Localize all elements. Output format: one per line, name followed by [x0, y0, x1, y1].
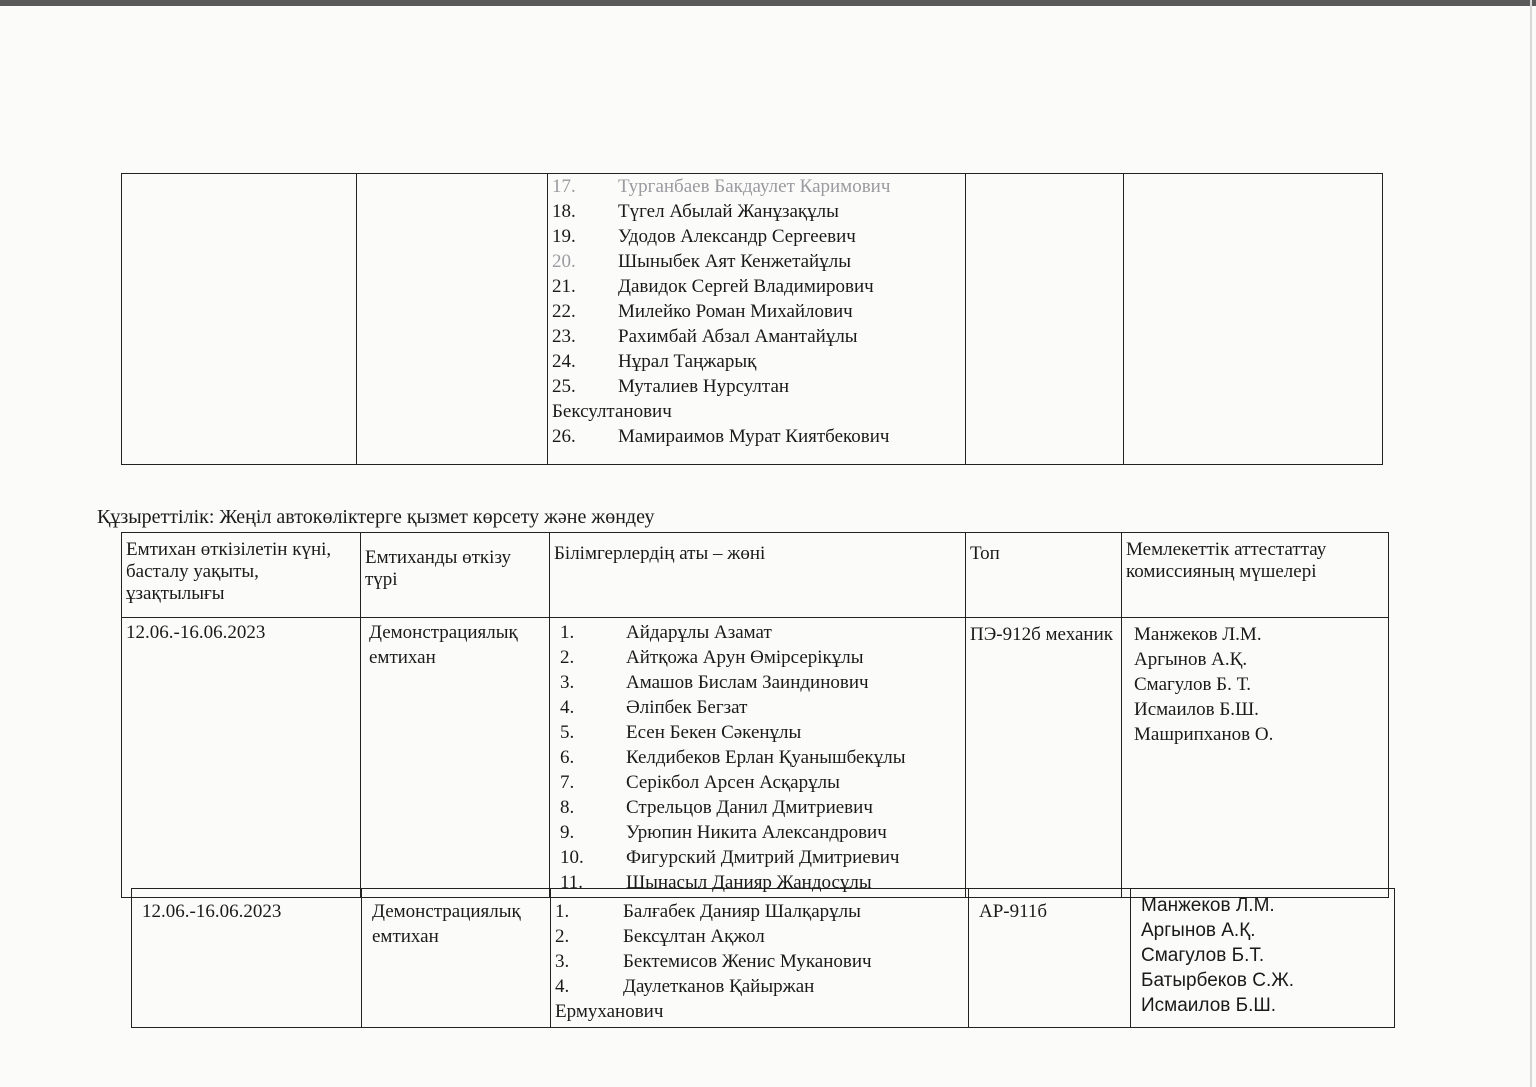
list-item: 10. Фигурский Дмитрий Дмитриевич [560, 847, 900, 868]
exam-group: АР-911б [969, 889, 1131, 1028]
exam-group: ПЭ-912б механик [966, 618, 1122, 898]
students-cell [550, 618, 966, 898]
list-item: 2. Бексұлтан Ақжол [555, 926, 765, 947]
exam-schedule-table-continued [131, 888, 1395, 1028]
commission-members [1131, 889, 1395, 1028]
list-item: 4. Әліпбек Бегзат [560, 697, 748, 718]
list-item: 21. Давидок Сергей Владимирович [552, 276, 874, 297]
exam-type: Демонстрациялық емтихан [362, 889, 551, 1028]
continued-table [121, 173, 1383, 465]
list-item: 17. Турганбаев Бакдаулет Каримович [552, 176, 891, 197]
scan-edge-right [1530, 0, 1532, 1087]
list-item: 3. Бектемисов Женис Муканович [555, 951, 872, 972]
student-list [555, 899, 964, 1024]
member-name: Манжеков Л.М. [1134, 624, 1262, 645]
student-list [552, 174, 961, 449]
list-item: 23. Рахимбай Абзал Амантайұлы [552, 326, 858, 347]
table-header-row [122, 533, 1389, 618]
student-list [560, 620, 961, 895]
list-item: 7. Серікбол Арсен Асқарұлы [560, 772, 840, 793]
exam-type: Демонстрациялық емтихан [361, 618, 550, 898]
scan-edge-top [0, 0, 1536, 6]
list-item: 5. Есен Бекен Сәкенұлы [560, 722, 802, 743]
list-item: 3. Амашов Бислам Заиндинович [560, 672, 869, 693]
commission-members [1122, 618, 1389, 898]
list-item: 24. Нұрал Таңжарық [552, 351, 757, 372]
list-item: 25. Муталиев Нурсултан Бексултанович [552, 376, 790, 422]
header-students: Білімгерлердің аты – жөні [550, 533, 966, 618]
member-name: Исмаилов Б.Ш. [1134, 699, 1259, 720]
member-name: Аргынов А.Қ. [1134, 649, 1248, 670]
table-row [122, 618, 1389, 898]
header-type: Емтиханды өткізу түрі [361, 533, 550, 618]
list-item: 8. Стрельцов Данил Дмитриевич [560, 797, 873, 818]
member-name: Аргынов А.Қ. [1141, 920, 1256, 941]
students-cell [548, 174, 966, 465]
member-name: Батырбеков С.Ж. [1141, 970, 1295, 991]
table-row [132, 889, 1395, 1028]
list-item: 11. Шынасыл Данияр Жандосұлы [560, 872, 872, 893]
list-item: 4. Даулетканов Қайыржан Ермуханович [555, 976, 815, 1022]
member-name: Смагулов Б. Т. [1134, 674, 1252, 695]
students-cell [551, 889, 969, 1028]
list-item: 6. Келдибеков Ерлан Қуанышбекұлы [560, 747, 906, 768]
list-item: 19. Удодов Александр Сергеевич [552, 226, 856, 247]
list-item: 18. Түгел Абылай Жанұзақұлы [552, 201, 839, 222]
competency-heading: Құзыреттілік: Жеңіл автокөліктерге қызмет көрсету және жөндеу [97, 506, 655, 528]
exam-date: 12.06.-16.06.2023 [132, 889, 362, 1028]
member-name: Смагулов Б.Т. [1141, 945, 1265, 966]
empty-type-cell [357, 174, 548, 465]
member-name: Машрипханов О. [1134, 724, 1274, 745]
empty-date-cell [122, 174, 357, 465]
member-name: Исмаилов Б.Ш. [1141, 995, 1277, 1016]
list-item: 26. Мамираимов Мурат Киятбекович [552, 426, 890, 447]
list-item: 9. Урюпин Никита Александрович [560, 822, 887, 843]
empty-members-cell [1124, 174, 1383, 465]
list-item: 22. Милейко Роман Михайлович [552, 301, 853, 322]
list-item: 1. Балғабек Данияр Шалқарұлы [555, 901, 861, 922]
member-name: Манжеков Л.М. [1141, 895, 1275, 916]
header-group: Топ [966, 533, 1122, 618]
list-item: 1. Айдарұлы Азамат [560, 622, 772, 643]
list-item: 2. Айтқожа Арун Өмірсерікұлы [560, 647, 864, 668]
exam-date: 12.06.-16.06.2023 [122, 618, 361, 898]
header-date: Емтихан өткізілетін күні, басталу уақыты, ұзақтылығы [122, 533, 361, 618]
exam-schedule-table [121, 532, 1389, 898]
list-item: 20. Шыныбек Аят Кенжетайұлы [552, 251, 851, 272]
header-members: Мемлекеттік аттестаттау комиссияның мүшелері [1122, 533, 1389, 618]
empty-group-cell [966, 174, 1124, 465]
